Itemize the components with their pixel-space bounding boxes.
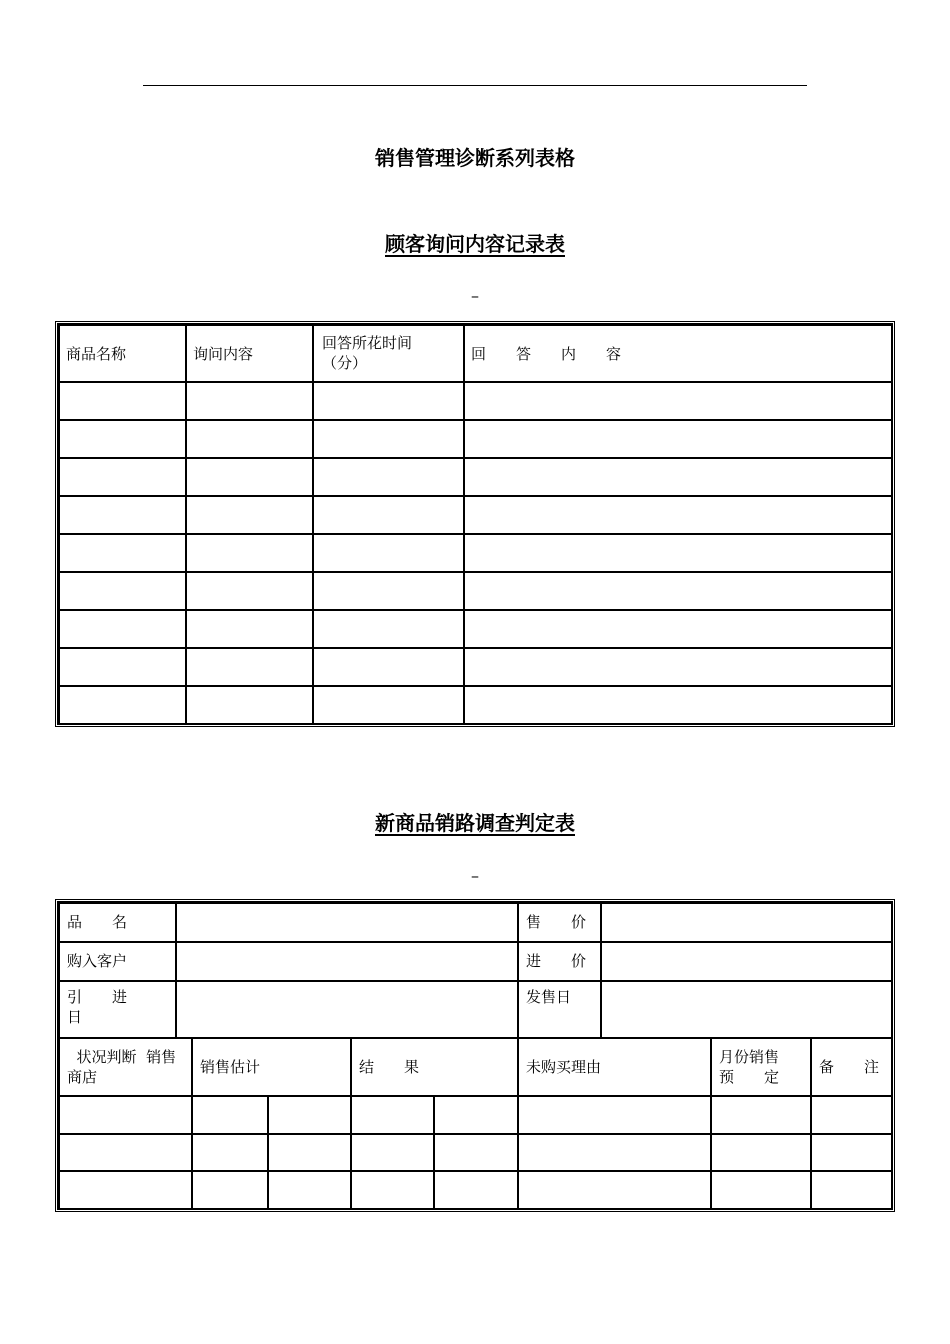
field-sale-price[interactable] (601, 903, 892, 942)
cell[interactable] (59, 610, 186, 648)
cell[interactable] (59, 534, 186, 572)
cell[interactable] (192, 1171, 268, 1209)
cell[interactable] (59, 420, 186, 458)
header-answer-content: 回 答 内 容 (464, 325, 892, 382)
cell[interactable] (59, 496, 186, 534)
cell[interactable] (186, 686, 313, 724)
cell[interactable] (464, 420, 892, 458)
label-purchase-price: 进 价 (518, 942, 601, 981)
label-intro-date-line2: 日 (67, 1008, 83, 1026)
label-buyer: 购入客户 (59, 942, 176, 981)
label-intro-date-line1: 引 进 (67, 988, 128, 1006)
top-rule (143, 85, 807, 86)
header-reason: 未购买理由 (518, 1038, 711, 1096)
table-row (59, 572, 892, 610)
cell[interactable] (464, 572, 892, 610)
cell[interactable] (464, 648, 892, 686)
cell[interactable] (59, 648, 186, 686)
header-answer-time-line2: （分） (322, 354, 368, 372)
cell[interactable] (313, 420, 464, 458)
cell[interactable] (59, 1096, 192, 1134)
cell[interactable] (186, 610, 313, 648)
table-row (59, 610, 892, 648)
new-product-survey-table (55, 899, 895, 1212)
cell[interactable] (711, 1171, 811, 1209)
header-monthly-forecast-line2: 预 定 (719, 1067, 780, 1086)
label-sale-price: 售 价 (518, 903, 601, 942)
field-product-name[interactable] (176, 903, 518, 942)
cell[interactable] (518, 1096, 711, 1134)
cell[interactable] (711, 1096, 811, 1134)
table-row (59, 458, 892, 496)
cell[interactable] (351, 1171, 434, 1209)
table-row (59, 648, 892, 686)
header-remarks: 备 注 (811, 1038, 892, 1096)
cell[interactable] (186, 458, 313, 496)
page-title: 销售管理诊断系列表格 (375, 146, 575, 170)
header-answer-time-line1: 回答所花时间 (322, 334, 413, 352)
cell[interactable] (464, 610, 892, 648)
table-header-row (59, 325, 892, 382)
table2-title: 新商品销路调查判定表 (375, 811, 575, 835)
cell[interactable] (434, 1133, 518, 1171)
header-status-store-line2: 商店 (67, 1067, 98, 1086)
cell[interactable] (464, 458, 892, 496)
table-row (59, 686, 892, 724)
field-purchase-price[interactable] (601, 942, 892, 981)
cell[interactable] (711, 1133, 811, 1171)
label-intro-date (59, 981, 176, 1038)
field-release-date[interactable] (601, 981, 892, 1038)
cell[interactable] (192, 1133, 268, 1171)
label-product-name: 品 名 (59, 903, 176, 942)
header-monthly-forecast (711, 1038, 811, 1096)
label-release-date: 发售日 (518, 981, 601, 1038)
table-row (59, 1171, 892, 1209)
header-status-store-line1: 状况判断 销售 (67, 1047, 177, 1066)
table1-title: 顾客询问内容记录表 (385, 232, 565, 256)
table1-dash: – (471, 286, 479, 305)
table2-dash: – (471, 866, 479, 885)
table-row (59, 420, 892, 458)
cell[interactable] (464, 496, 892, 534)
cell[interactable] (313, 686, 464, 724)
cell[interactable] (59, 572, 186, 610)
field-buyer[interactable] (176, 942, 518, 981)
cell[interactable] (518, 1171, 711, 1209)
header-monthly-forecast-line1: 月份销售 (719, 1047, 780, 1066)
survey-header-row (59, 1038, 892, 1096)
table-row (59, 534, 892, 572)
cell[interactable] (464, 382, 892, 420)
cell[interactable] (811, 1133, 892, 1171)
cell[interactable] (518, 1133, 711, 1171)
cell[interactable] (313, 458, 464, 496)
cell[interactable] (59, 458, 186, 496)
cell[interactable] (313, 382, 464, 420)
cell[interactable] (313, 534, 464, 572)
cell[interactable] (268, 1171, 351, 1209)
table-row (59, 1133, 892, 1171)
cell[interactable] (186, 420, 313, 458)
cell[interactable] (811, 1171, 892, 1209)
cell[interactable] (313, 610, 464, 648)
cell[interactable] (464, 686, 892, 724)
cell[interactable] (464, 534, 892, 572)
cell[interactable] (186, 648, 313, 686)
header-sales-estimate: 销售估计 (192, 1038, 351, 1096)
cell[interactable] (434, 1096, 518, 1134)
cell[interactable] (186, 572, 313, 610)
header-inquiry-content: 询问内容 (186, 325, 313, 382)
cell[interactable] (59, 1171, 192, 1209)
info-row-product (59, 903, 892, 942)
cell[interactable] (59, 1133, 192, 1171)
cell[interactable] (59, 382, 186, 420)
header-result: 结 果 (351, 1038, 518, 1096)
cell[interactable] (434, 1171, 518, 1209)
cell[interactable] (313, 496, 464, 534)
header-status-store (59, 1038, 192, 1096)
cell[interactable] (313, 648, 464, 686)
cell[interactable] (59, 686, 186, 724)
table-row (59, 382, 892, 420)
cell[interactable] (186, 382, 313, 420)
table-row (59, 1096, 892, 1134)
field-intro-date[interactable] (176, 981, 518, 1038)
cell[interactable] (351, 1133, 434, 1171)
cell[interactable] (186, 496, 313, 534)
table-row (59, 496, 892, 534)
header-product-name: 商品名称 (59, 325, 186, 382)
customer-inquiry-table (55, 321, 895, 727)
info-row-intro (59, 981, 892, 1038)
cell[interactable] (351, 1096, 434, 1134)
info-row-buyer (59, 942, 892, 981)
cell[interactable] (186, 534, 313, 572)
cell[interactable] (811, 1096, 892, 1134)
cell[interactable] (313, 572, 464, 610)
header-answer-time (313, 325, 464, 382)
cell[interactable] (268, 1096, 351, 1134)
cell[interactable] (192, 1096, 268, 1134)
cell[interactable] (268, 1133, 351, 1171)
